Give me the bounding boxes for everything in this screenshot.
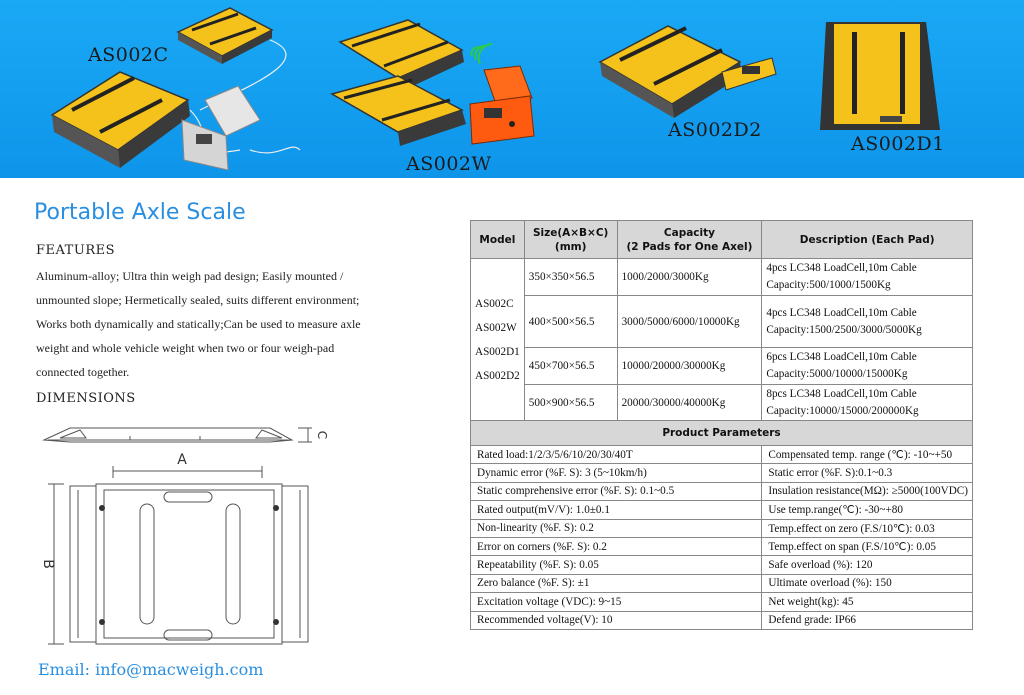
features-heading: FEATURES (36, 243, 115, 258)
description-line: Capacity:500/1000/1500Kg (766, 279, 891, 291)
description-line: Capacity:10000/15000/200000Kg (766, 404, 919, 417)
capacity-cell: 3000/5000/6000/10000Kg (617, 296, 762, 348)
model-item: AS002W (475, 321, 517, 334)
param-right: Static error (%F. S):0.1~0.3 (762, 464, 973, 482)
param-row (471, 556, 973, 574)
param-right: Ultimate overload (%): 150 (762, 574, 973, 592)
contact-email[interactable]: Email: info@macweigh.com (38, 660, 264, 679)
description-line: 8pcs LC348 LoadCell,10m Cable (766, 387, 917, 400)
description-cell (762, 296, 973, 348)
table-row (471, 296, 973, 348)
param-right: Safe overload (%): 120 (762, 556, 973, 574)
param-right: Use temp.range(℃): -30~+80 (762, 501, 973, 519)
header-capacity-line1: Capacity (663, 226, 715, 239)
description-cell (762, 348, 973, 385)
param-row (471, 519, 973, 537)
model-label-as002w: AS002W (406, 153, 492, 175)
description-cell (762, 259, 973, 296)
features-line: Aluminum-alloy; Ultra thin weigh pad design; Easily mounted / (36, 269, 344, 283)
table-row (471, 348, 973, 385)
model-list-cell (471, 259, 525, 421)
as002d1-pad-image (820, 22, 940, 130)
features-text (36, 264, 426, 384)
features-line: weight and whole vehicle weight when two or four weigh-pad (36, 341, 335, 355)
dimension-drawing (30, 418, 330, 648)
size-cell: 450×700×56.5 (524, 348, 617, 385)
size-cell: 500×900×56.5 (524, 385, 617, 421)
param-left: Static comprehensive error (%F. S): 0.1~0.5 (471, 482, 762, 500)
page-title: Portable Axle Scale (34, 200, 246, 225)
header-capacity (617, 221, 762, 259)
param-left: Dynamic error (%F. S): 3 (5~10km/h) (471, 464, 762, 482)
header-size-line1: Size(A×B×C) (532, 226, 609, 239)
header-model: Model (471, 221, 525, 259)
capacity-cell: 20000/30000/40000Kg (617, 385, 762, 421)
param-row (471, 537, 973, 555)
as002d2-pad-image (600, 26, 776, 118)
description-line: 4pcs LC348 LoadCell,10m Cable (766, 306, 917, 319)
description-cell (762, 385, 973, 421)
param-right: Defend grade: IP66 (762, 611, 973, 629)
param-left: Non-linearity (%F. S): 0.2 (471, 519, 762, 537)
param-row (471, 464, 973, 482)
param-row (471, 446, 973, 464)
param-row (471, 574, 973, 592)
product-banner (0, 0, 1024, 178)
param-row (471, 482, 973, 500)
param-left: Zero balance (%F. S): ±1 (471, 574, 762, 592)
param-left: Rated output(mV/V): 1.0±0.1 (471, 501, 762, 519)
model-item: AS002D2 (475, 369, 520, 382)
param-left: Error on corners (%F. S): 0.2 (471, 537, 762, 555)
dim-label-b: B (40, 559, 56, 569)
dimensions-heading: DIMENSIONS (36, 391, 136, 406)
param-row (471, 501, 973, 519)
dim-label-a: A (177, 452, 187, 468)
params-heading: Product Parameters (471, 421, 973, 446)
model-label-as002d2: AS002D2 (668, 119, 762, 141)
description-line: Capacity:5000/10000/15000Kg (766, 368, 908, 380)
param-left: Excitation voltage (VDC): 9~15 (471, 593, 762, 611)
header-size-line2: (mm) (554, 240, 587, 253)
capacity-cell: 1000/2000/3000Kg (617, 259, 762, 296)
description-line: 6pcs LC348 LoadCell,10m Cable (766, 351, 917, 363)
model-label-as002d1: AS002D1 (851, 133, 945, 155)
param-left: Repeatability (%F. S): 0.05 (471, 556, 762, 574)
table-row (471, 385, 973, 421)
model-label-as002c: AS002C (88, 44, 169, 66)
as002c-indicator-case-image (182, 86, 260, 170)
param-row (471, 611, 973, 629)
spec-header-row (471, 221, 973, 259)
description-line: 4pcs LC348 LoadCell,10m Cable (766, 262, 917, 274)
model-item: AS002C (475, 297, 514, 310)
size-cell: 400×500×56.5 (524, 296, 617, 348)
spec-table (470, 220, 973, 630)
param-right: Temp.effect on span (F.S/10℃): 0.05 (762, 537, 973, 555)
param-right: Compensated temp. range (℃): -10~+50 (762, 446, 973, 464)
params-heading-row (471, 421, 973, 446)
model-item: AS002D1 (475, 345, 520, 358)
as002c-small-pad-image (178, 8, 272, 64)
as002w-orange-case-image (470, 66, 534, 144)
param-right: Temp.effect on zero (F.S/10℃): 0.03 (762, 519, 973, 537)
param-right: Net weight(kg): 45 (762, 593, 973, 611)
size-cell: 350×350×56.5 (524, 259, 617, 296)
header-size (524, 221, 617, 259)
capacity-cell: 10000/20000/30000Kg (617, 348, 762, 385)
description-line: Capacity:1500/2500/3000/5000Kg (766, 323, 922, 336)
param-left: Rated load:1/2/3/5/6/10/20/30/40T (471, 446, 762, 464)
header-capacity-line2: (2 Pads for One Axel) (626, 240, 753, 253)
dim-label-c: C (315, 430, 329, 440)
header-description: Description (Each Pad) (762, 221, 973, 259)
features-line: Works both dynamically and statically;Can be used to measure axle (36, 317, 361, 331)
features-line: connected together. (36, 365, 130, 379)
param-row (471, 593, 973, 611)
param-left: Recommended voltage(V): 10 (471, 611, 762, 629)
param-right: Insulation resistance(MΩ): ≥5000(100VDC) (762, 482, 973, 500)
table-row (471, 259, 973, 296)
as002w-lower-pad-image (332, 76, 466, 146)
wireless-signal-icon (471, 44, 492, 64)
as002c-large-pad-image (52, 72, 190, 168)
features-line: unmounted slope; Hermetically sealed, suits different environment; (36, 293, 360, 307)
